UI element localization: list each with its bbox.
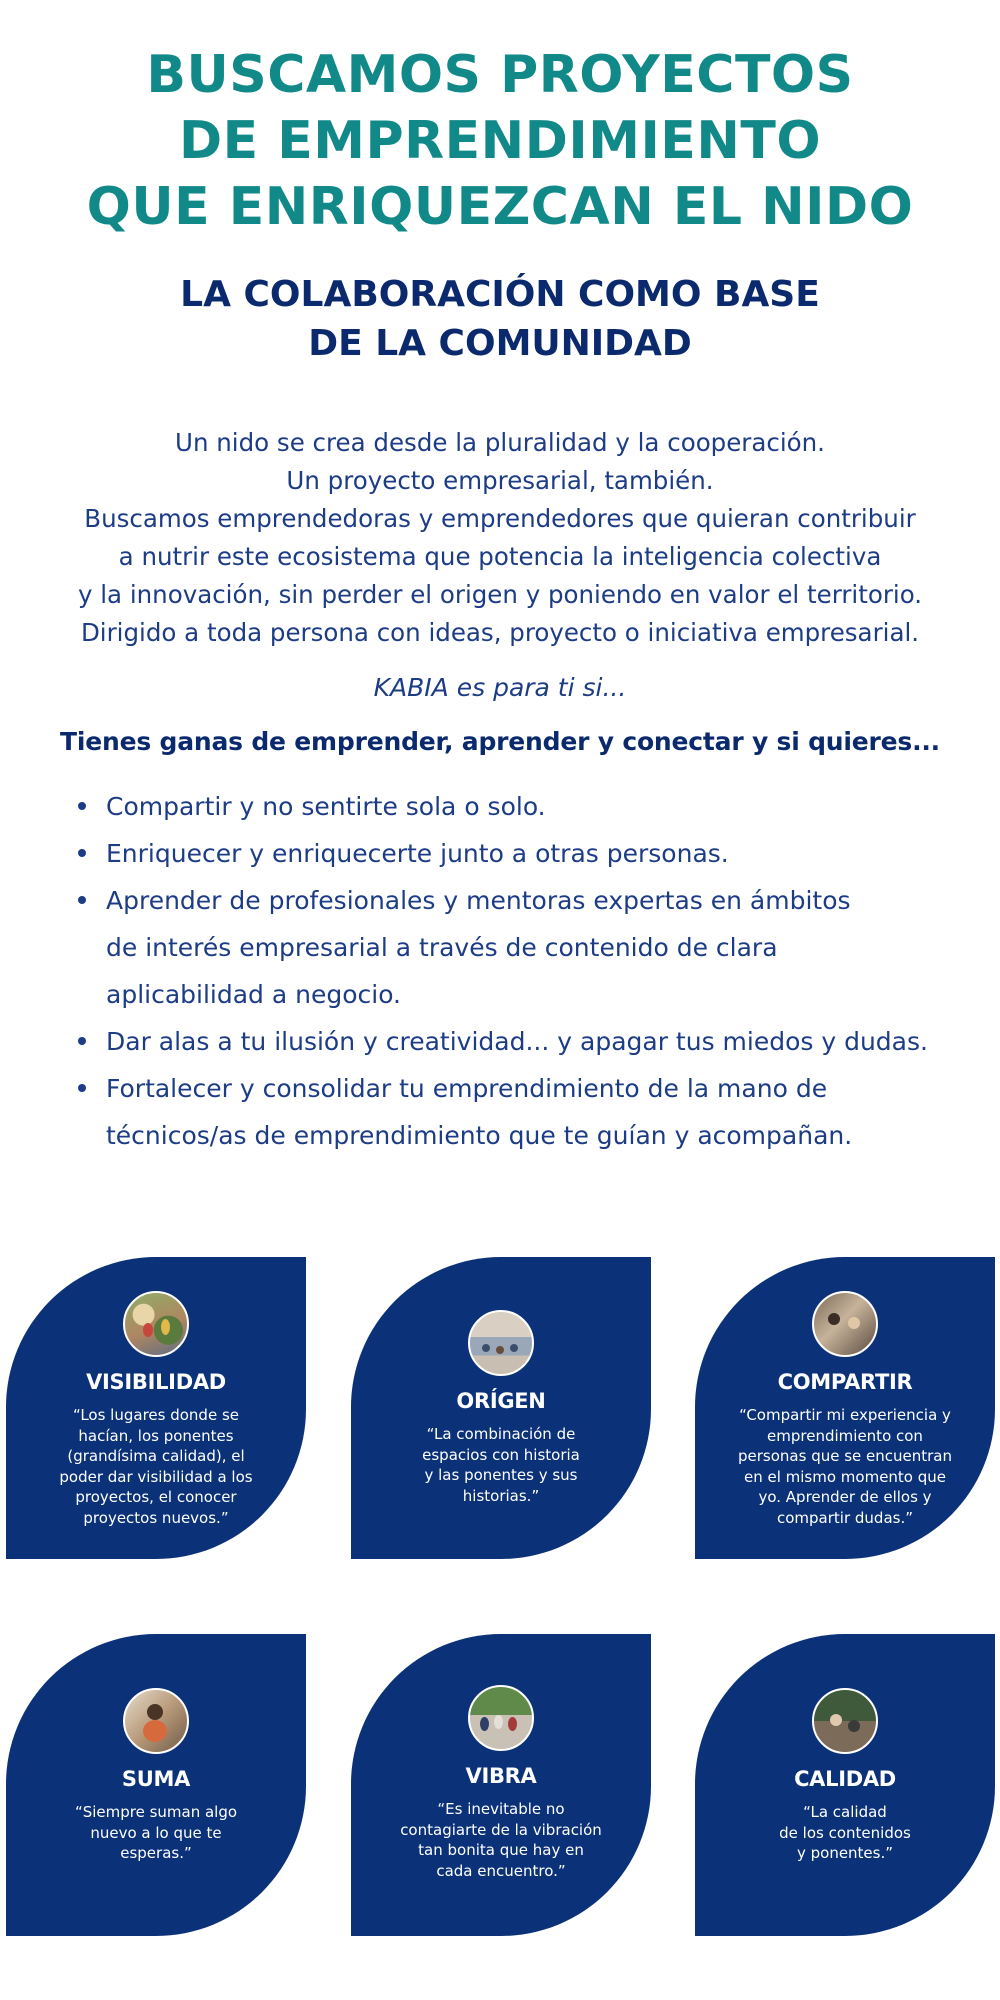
list-item: Fortalecer y consolidar tu emprendimiento de la mano de técnicos/as de emprendimiento que te guían y acompañan. [78,1065,978,1159]
card-vibra [351,1634,651,1936]
card-origen [351,1257,651,1559]
intro-line: Dirigido a toda persona con ideas, proyecto o iniciativa empresarial. [80,618,920,647]
card-visibilidad [6,1257,306,1559]
card-quote: “Siempre suman algo nuevo a lo que te esperas.” [74,1803,238,1862]
intro-paragraph [0,424,1000,652]
bullets-lead: Tienes ganas de emprender, aprender y conectar y si quieres... [60,727,940,756]
card-title: SUMA [121,1767,191,1791]
list-item: Dar alas a tu ilusión y creatividad... y apagar tus miedos y dudas. [78,1018,978,1065]
meeting-photo-icon [812,1688,878,1754]
speaker-photo-icon [123,1688,189,1754]
intro-line: a nutrir este ecosistema que potencia la inteligencia colectiva [118,542,882,571]
card-title: VISIBILIDAD [86,1370,226,1394]
card-title: ORÍGEN [456,1389,546,1413]
list-item: Enriquecer y enriquecerte junto a otras personas. [78,830,978,877]
audience-photo-icon [468,1310,534,1376]
benefits-list [78,783,978,1159]
card-quote: “La calidad de los contenidos y ponentes.” [779,1803,911,1862]
group-photo-icon [468,1685,534,1751]
card-title: VIBRA [465,1764,537,1788]
kabia-tagline: KABIA es para ti si... [373,673,627,702]
title-line: DE EMPRENDIMIENTO [178,111,822,171]
workshop-photo-icon [812,1291,878,1357]
list-item: Compartir y no sentirte sola o solo. [78,783,978,830]
title-line: BUSCAMOS PROYECTOS [146,45,854,105]
card-quote: “La combinación de espacios con historia y las ponentes y sus historias.” [422,1425,580,1505]
intro-line: Buscamos emprendedoras y emprendedores que quieran contribuir [84,504,916,533]
intro-line: y la innovación, sin perder el origen y poniendo en valor el territorio. [77,580,923,609]
card-calidad [695,1634,995,1936]
title-line: QUE ENRIQUEZCAN EL NIDO [86,177,914,237]
card-quote: “Los lugares donde se hacían, los ponentes (grandísima calidad), el poder dar visibilidad a los proyectos, el conocer proyectos nuevos.” [59,1406,253,1527]
card-compartir [695,1257,995,1559]
card-quote: “Compartir mi experiencia y emprendimiento con personas que se encuentran en el mismo momento que yo. Aprender de ellos y compartir dudas.” [738,1406,952,1527]
page-subtitle [0,270,1000,368]
list-item: Aprender de profesionales y mentoras expertas en ámbitos de interés empresarial a través de contenido de clara aplicabilidad a negocio. [78,877,978,1018]
card-suma [6,1634,306,1936]
card-title: CALIDAD [794,1767,896,1791]
subtitle-line: LA COLABORACIÓN COMO BASE [180,274,820,315]
subtitle-line: DE LA COMUNIDAD [308,323,692,364]
intro-line: Un nido se crea desde la pluralidad y la cooperación. [175,428,825,457]
event-photo-icon [123,1291,189,1357]
page-title [0,42,1000,240]
intro-line: Un proyecto empresarial, también. [286,466,714,495]
card-quote: “Es inevitable no contagiarte de la vibración tan bonita que hay en cada encuentro.” [400,1800,602,1880]
card-title: COMPARTIR [777,1370,913,1394]
